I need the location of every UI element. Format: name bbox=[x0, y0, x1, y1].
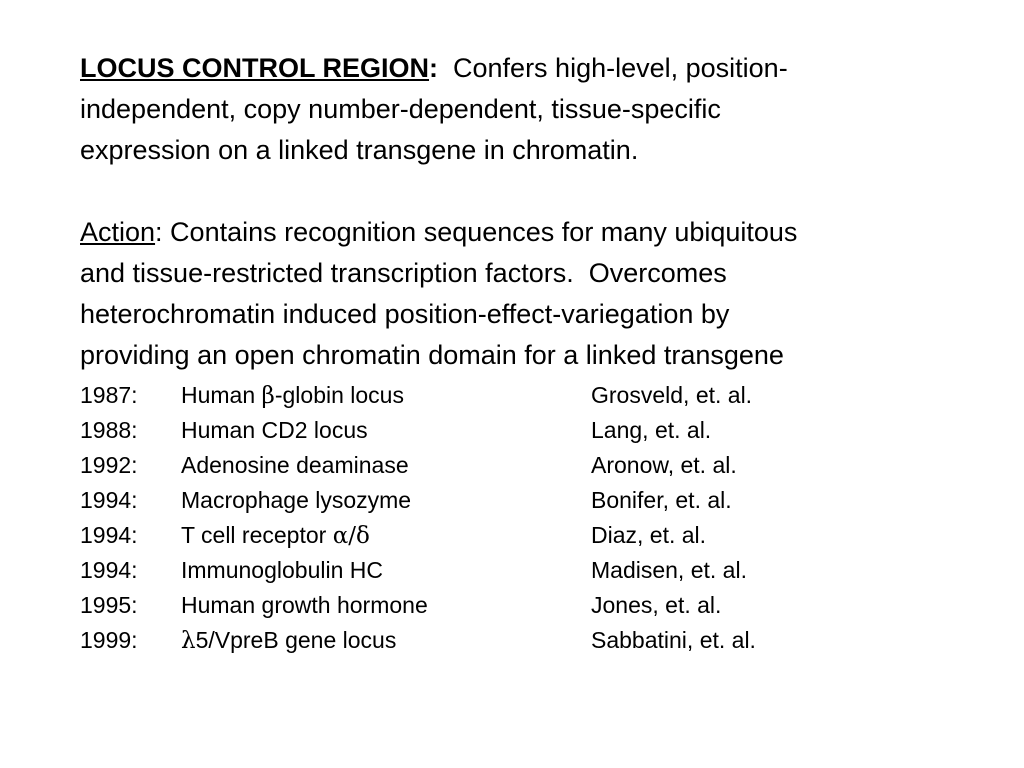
list-item bbox=[80, 483, 1000, 518]
list-item bbox=[80, 623, 1000, 658]
locus-reference: Lang, et. al. bbox=[591, 417, 712, 443]
locus-gene: Human growth hormone bbox=[181, 592, 428, 618]
locus-reference: Grosveld, et. al. bbox=[591, 382, 753, 408]
intro-line-3: expression on a linked transgene in chromatin. bbox=[80, 135, 639, 165]
heading-colon: : bbox=[429, 53, 439, 83]
list-item bbox=[80, 448, 1000, 483]
locus-gene: λ5/VpreB gene locus bbox=[181, 627, 397, 654]
locus-reference: Jones, et. al. bbox=[591, 592, 722, 618]
locus-year: 1995: bbox=[80, 592, 138, 618]
locus-gene: T cell receptor α/δ bbox=[181, 522, 370, 549]
locus-gene: Human CD2 locus bbox=[181, 417, 368, 443]
loci-list bbox=[80, 378, 1000, 658]
action-text: : Contains recognition sequences for many ubiquitous bbox=[155, 217, 798, 247]
locus-gene: Human β-globin locus bbox=[181, 382, 404, 409]
list-item bbox=[80, 413, 1000, 448]
locus-reference: Madisen, et. al. bbox=[591, 557, 747, 583]
action-line-1 bbox=[80, 212, 1000, 253]
locus-year: 1994: bbox=[80, 557, 138, 583]
locus-year: 1987: bbox=[80, 382, 138, 408]
list-item bbox=[80, 518, 1000, 553]
locus-reference: Diaz, et. al. bbox=[591, 522, 707, 548]
intro-text: Confers high-level, position- bbox=[438, 53, 788, 83]
locus-year: 1992: bbox=[80, 452, 138, 478]
locus-gene: Adenosine deaminase bbox=[181, 452, 409, 478]
locus-reference: Sabbatini, et. al. bbox=[591, 627, 756, 653]
action-line-3: heterochromatin induced position-effect-variegation by bbox=[80, 299, 730, 329]
locus-year: 1994: bbox=[80, 487, 138, 513]
greek-symbol: λ bbox=[181, 628, 196, 654]
locus-year: 1994: bbox=[80, 522, 138, 548]
greek-symbol: α/δ bbox=[332, 523, 370, 549]
intro-line-2: independent, copy number-dependent, tissue-specific bbox=[80, 94, 721, 124]
action-paragraph bbox=[80, 212, 1000, 376]
action-line-4: providing an open chromatin domain for a linked transgene bbox=[80, 340, 784, 370]
locus-gene: Immunoglobulin HC bbox=[181, 557, 383, 583]
intro-line-1 bbox=[80, 48, 1000, 89]
list-item bbox=[80, 378, 1000, 413]
list-item bbox=[80, 588, 1000, 623]
locus-year: 1999: bbox=[80, 627, 138, 653]
greek-symbol: β bbox=[261, 383, 275, 409]
paragraph-gap bbox=[80, 171, 1000, 212]
locus-reference: Aronow, et. al. bbox=[591, 452, 737, 478]
locus-reference: Bonifer, et. al. bbox=[591, 487, 732, 513]
action-line-2: and tissue-restricted transcription factors. Overcomes bbox=[80, 258, 727, 288]
slide-content bbox=[80, 48, 1000, 658]
list-item bbox=[80, 553, 1000, 588]
lcr-heading: LOCUS CONTROL REGION bbox=[80, 53, 430, 83]
action-label: Action bbox=[80, 217, 156, 247]
locus-gene: Macrophage lysozyme bbox=[181, 487, 412, 513]
locus-year: 1988: bbox=[80, 417, 138, 443]
intro-paragraph bbox=[80, 48, 1000, 171]
